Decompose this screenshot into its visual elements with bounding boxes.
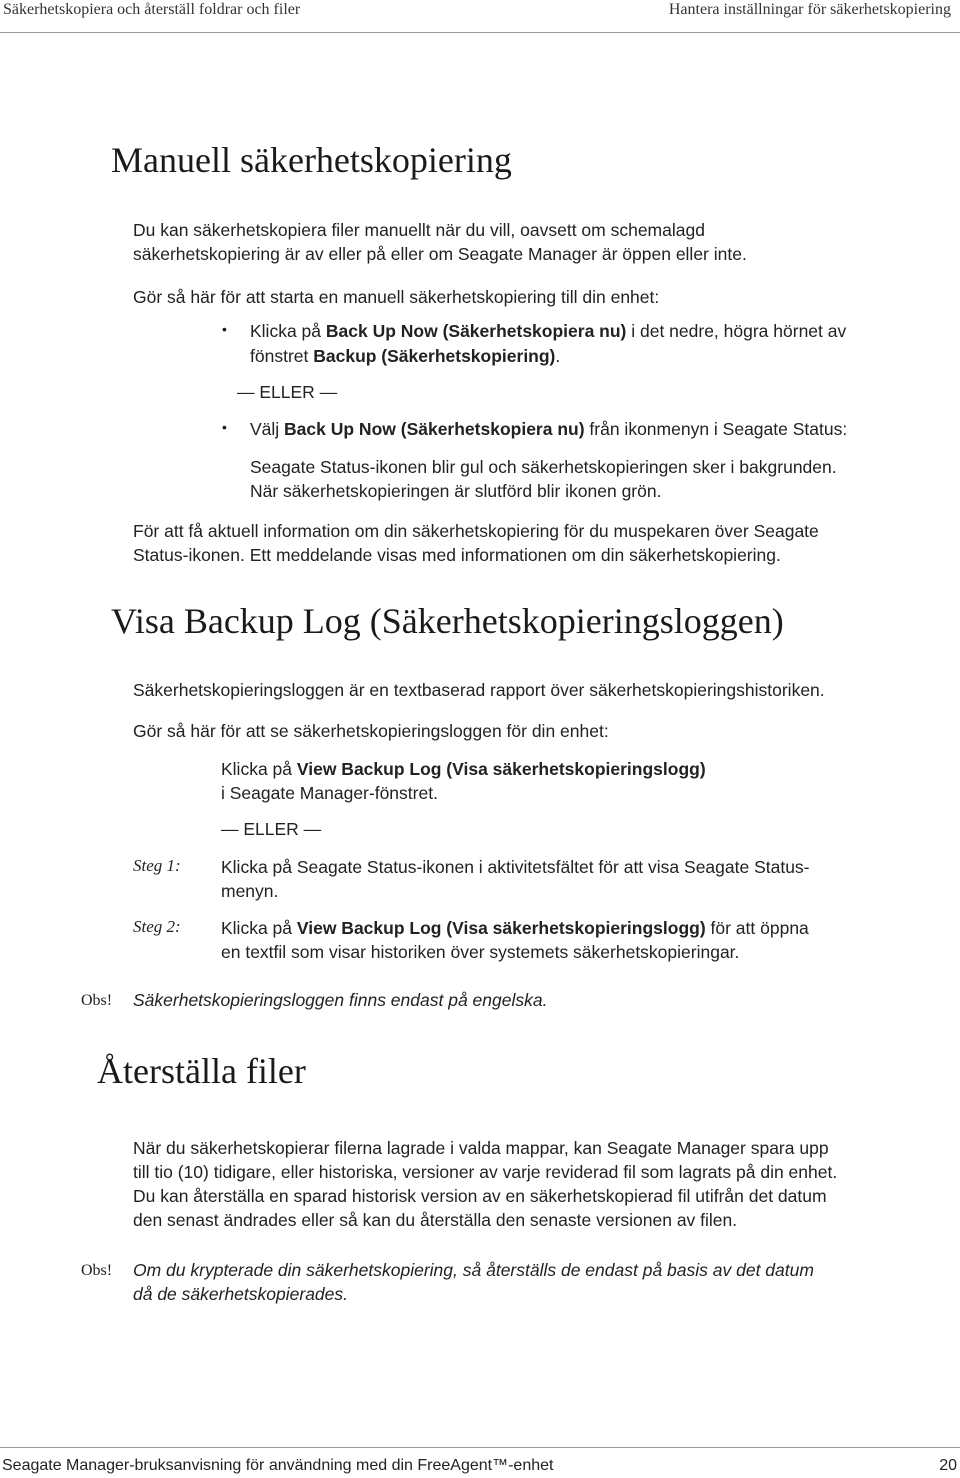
log-option-1-line-2: i Seagate Manager-fönstret. [221, 783, 438, 803]
manual-bullet-1-line-2 [250, 344, 560, 369]
manual-intro-line-1: Du kan säkerhetskopiera filer manuellt när du vill, oavsett om schemalagd [133, 220, 705, 240]
text: för att öppna [705, 918, 809, 938]
step-1-line-2: menyn. [221, 881, 279, 901]
manual-or-separator: — ELLER — [237, 382, 338, 402]
manual-lead: Gör så här för att starta en manuell säkerhetskopiering till din enhet: [133, 287, 660, 307]
text: Klicka på [221, 759, 297, 779]
step-2-line-1 [221, 916, 809, 941]
text: . [555, 346, 561, 366]
step-2-line-2: en textfil som visar historiken över systemets säkerhetskopieringar. [221, 942, 740, 962]
log-note-text: Säkerhetskopieringsloggen finns endast på engelska. [133, 990, 548, 1010]
bullet-2: • [222, 419, 227, 435]
log-option-1-line-1 [221, 757, 706, 782]
step-1-line-1: Klicka på Seagate Status-ikonen i aktivitetsfältet för att visa Seagate Status- [221, 857, 810, 877]
back-up-now-label: Back Up Now (Säkerhetskopiera nu) [284, 419, 585, 439]
restore-note-label: Obs! [81, 1262, 113, 1279]
footer-title: Seagate Manager-bruksanvisning för användning med din FreeAgent™-enhet [2, 1457, 554, 1474]
heading-manual-backup: Manuell säkerhetskopiering [111, 140, 512, 180]
bullet-1: • [222, 321, 227, 337]
text: Klicka på [221, 918, 297, 938]
header-section-title: Säkerhetskopiera och återställ foldrar och filer [3, 1, 301, 18]
text: från ikonmenyn i Seagate Status: [584, 419, 848, 439]
view-backup-log-label: View Backup Log (Visa säkerhetskopieringslogg) [296, 918, 706, 938]
log-or-separator: — ELLER — [221, 819, 322, 839]
back-up-now-label: Back Up Now (Säkerhetskopiera nu) [325, 321, 627, 341]
manual-info-line-2: Status-ikonen. Ett meddelande visas med informationen om din säkerhetskopiering. [133, 545, 781, 565]
log-note-label: Obs! [81, 992, 113, 1009]
step-2-label: Steg 2: [133, 917, 181, 936]
manual-bullet-2-sub-1: Seagate Status-ikonen blir gul och säkerhetskopieringen sker i bakgrunden. [250, 457, 837, 477]
restore-line-3: Du kan återställa en sparad historisk version av en säkerhetskopierad fil utifrån det datum [133, 1186, 827, 1206]
log-description: Säkerhetskopieringsloggen är en textbaserad rapport över säkerhetskopieringshistoriken. [133, 680, 825, 700]
heading-restore-files: Återställa filer [97, 1051, 306, 1091]
restore-note-line-1: Om du krypterade din säkerhetskopiering, så återställs de endast på basis av det datum [133, 1260, 814, 1280]
restore-line-1: När du säkerhetskopierar filerna lagrade i valda mappar, kan Seagate Manager spara upp [133, 1138, 829, 1158]
manual-bullet-2 [250, 417, 847, 442]
restore-line-4: den senast ändrades eller så kan du återställa den senaste versionen av filen. [133, 1210, 738, 1230]
manual-bullet-2-sub-2: När säkerhetskopieringen är slutförd blir ikonen grön. [250, 481, 662, 501]
header-chapter-title: Hantera inställningar för säkerhetskopiering [668, 1, 951, 18]
backup-window-label: Backup (Säkerhetskopiering) [313, 346, 556, 366]
view-backup-log-label: View Backup Log (Visa säkerhetskopieringslogg) [296, 759, 706, 779]
text: fönstret [250, 346, 314, 366]
log-lead: Gör så här för att se säkerhetskopieringsloggen för din enhet: [133, 721, 609, 741]
manual-info-line-1: För att få aktuell information om din säkerhetskopiering för du muspekaren över Seagate [133, 521, 819, 541]
text: Klicka på [250, 321, 326, 341]
text: i det nedre, högra hörnet av [626, 321, 847, 341]
page-header [0, 0, 960, 33]
manual-intro-line-2: säkerhetskopiering är av eller på eller om Seagate Manager är öppen eller inte. [133, 244, 747, 264]
text: Välj [250, 419, 285, 439]
heading-view-backup-log: Visa Backup Log (Säkerhetskopieringsloggen) [111, 601, 784, 641]
step-1-label: Steg 1: [133, 856, 181, 875]
page-footer [0, 1447, 960, 1478]
restore-note-line-2: då de säkerhetskopierades. [133, 1284, 348, 1304]
manual-bullet-1-line-1 [250, 319, 846, 344]
page-number: 20 [939, 1457, 957, 1474]
restore-line-2: till tio (10) tidigare, eller historiska, versioner av varje reviderad fil som lagrats på din enhet. [133, 1162, 838, 1182]
